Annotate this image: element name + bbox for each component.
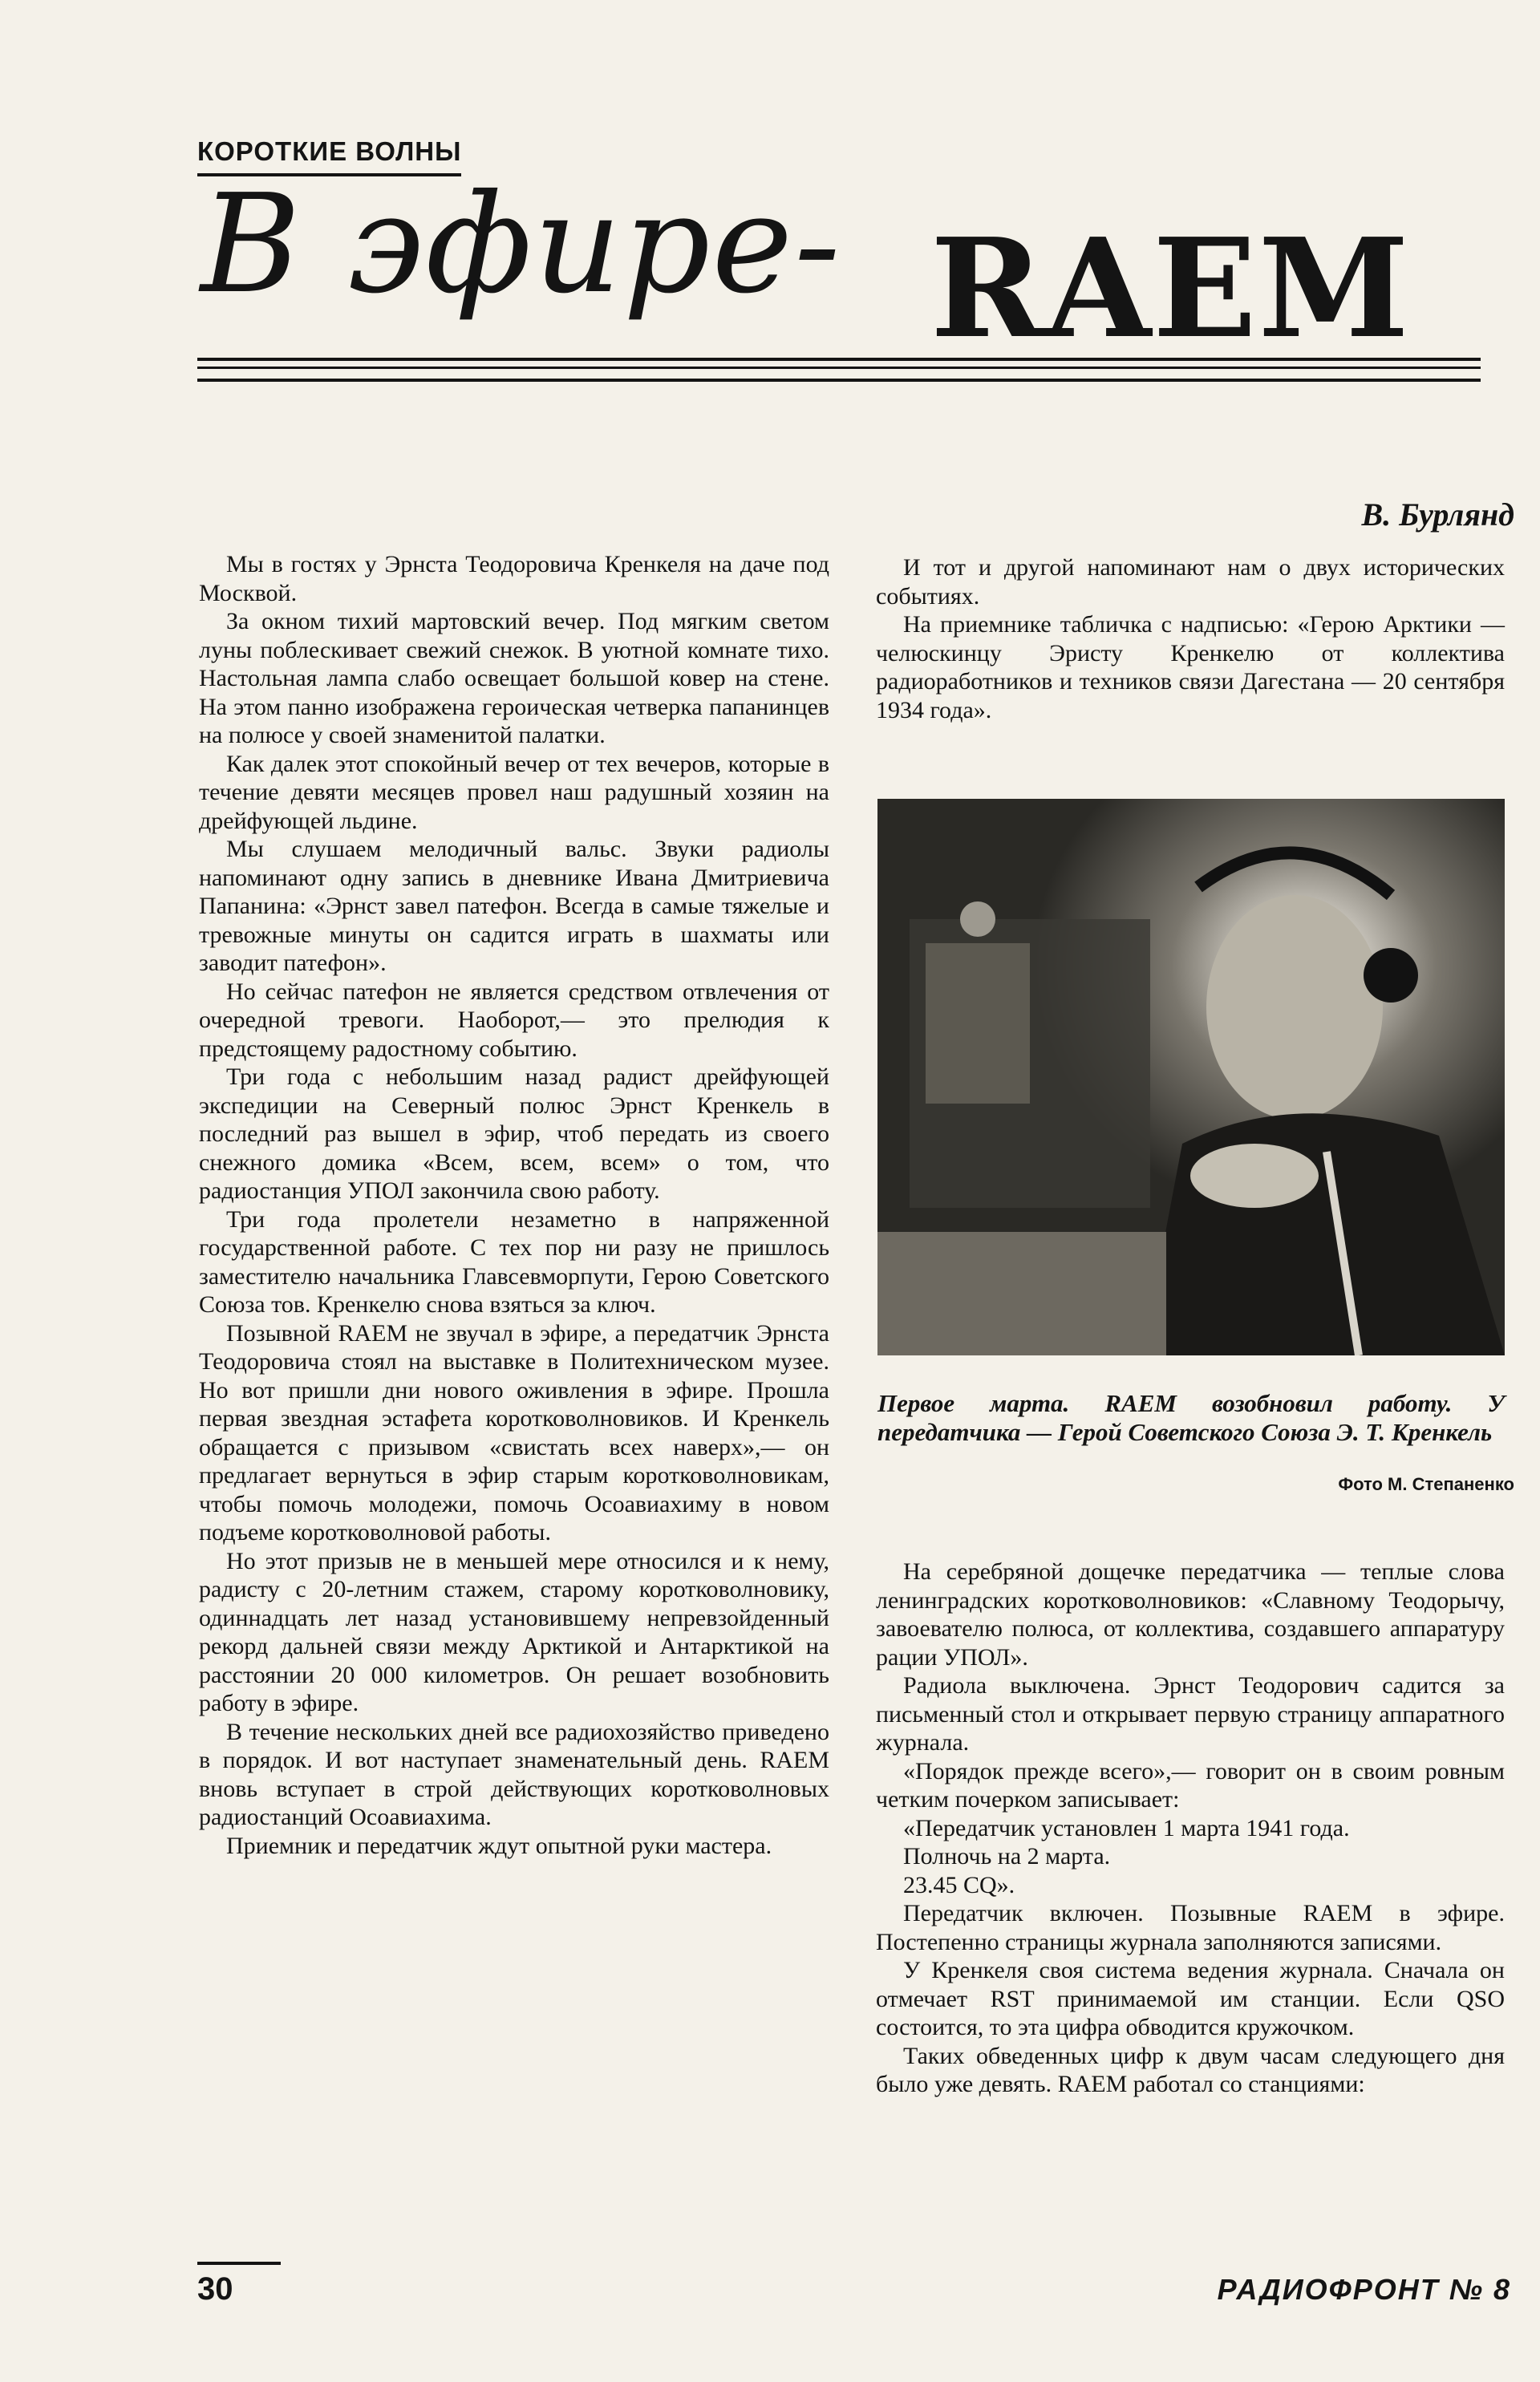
page-number: 30 bbox=[197, 2271, 233, 2307]
folio-rule bbox=[197, 2262, 281, 2265]
paragraph: Мы в гостях у Эрнста Теодоровича Кренкеля на даче под Москвой. bbox=[199, 551, 829, 606]
paragraph: И тот и другой напоминают нам о двух исторических событиях. bbox=[876, 554, 1505, 610]
paragraph: 23.45 CQ». bbox=[903, 1871, 1015, 1898]
paragraph: В течение нескольких дней все радиохозяйство приведено в порядок. И вот наступает знаменательный день. RAEM вновь вступает в строй действующих коротковолновых радиостанций Осоавиахима. bbox=[199, 1718, 829, 1830]
paragraph: За окном тихий мартовский вечер. Под мягким светом луны поблескивает свежий снежок. В уютной комнате тихо. Настольная лампа слабо освещает большой ковер на стене. На этом панно изображена героическая четверка папанинцев на полюсе у своей знаменитой палатки. bbox=[199, 608, 829, 748]
paragraph: Как далек этот спокойный вечер от тех вечеров, которые в течение девяти месяцев провел наш радушный хозяин на дрейфующей льдине. bbox=[199, 750, 829, 834]
magazine-footer: РАДИОФРОНТ № 8 bbox=[1217, 2273, 1511, 2306]
paragraph: На серебряной дощечке передатчика — теплые слова ленинградских коротковолновиков: «Славному Теодорычу, завоевателю полюса, от коллектива, создавшего аппаратуру рации УПОЛ». bbox=[876, 1558, 1505, 1671]
paragraph: «Порядок прежде всего»,— говорит он в своим ровным четким почерком записывает: bbox=[876, 1757, 1505, 1813]
photo-credit: Фото М. Степаненко bbox=[1338, 1474, 1514, 1494]
paragraph: Три года с небольшим назад радист дрейфующей экспедиции на Северный полюс Эрнст Кренкель в последний раз вышел в эфир, чтоб передать из своего снежного домика «Всем, всем, всем» о том, что радиостанция УПОЛ закончила свою работу. bbox=[199, 1063, 829, 1204]
article-column-right-bottom bbox=[876, 1558, 1505, 2099]
author-byline: В. Бурлянд bbox=[1361, 496, 1514, 533]
paragraph: Передатчик включен. Позывные RAEM в эфире. Постепенно страницы журнала заполняются записями. bbox=[876, 1900, 1505, 1955]
photo-illustration bbox=[877, 799, 1505, 1355]
article-column-left bbox=[199, 550, 829, 1860]
title-script: В эфире- bbox=[201, 165, 842, 324]
paragraph: У Кренкеля своя система ведения журнала. Сначала он отмечает RST принимаемой им станции. Если QSO состоится, то эта цифра обводится кружочком. bbox=[876, 1957, 1505, 2040]
paragraph: Приемник и передатчик ждут опытной руки мастера. bbox=[226, 1832, 772, 1859]
paragraph: «Передатчик установлен 1 марта 1941 года. bbox=[903, 1814, 1350, 1841]
paragraph: Таких обведенных цифр к двум часам следующего дня было уже девять. RAEM работал со станциями: bbox=[876, 2042, 1505, 2097]
paragraph: Но сейчас патефон не является средством отвлечения от очередной тревоги. Наоборот,— это прелюдия к предстоящему радостному событию. bbox=[199, 978, 829, 1062]
paragraph: Но этот призыв не в меньшей мере относился и к нему, радисту с 20-летним стажем, старому коротковолновику, одиннадцать лет назад установившему непревзойденный рекорд дальней связи между Арктикой и Антарктикой на расстоянии 20 000 километров. Он решает возобновить работу в эфире. bbox=[199, 1547, 829, 1716]
photo-krenkel-at-transmitter bbox=[877, 799, 1505, 1355]
photo-caption: Первое марта. RAEM возобновил работу. У передатчика — Герой Советского Союза Э. Т. Кренкель bbox=[877, 1389, 1505, 1446]
paragraph: Позывной RAEM не звучал в эфире, а передатчик Эрнста Теодоровича стоял на выставке в Политехническом музее. Но вот пришли дни нового оживления в эфире. Прошла первая звездная эстафета коротковолновиков. И Кренкель обращается с призывом «свистать всех наверх»,— он предлагает вернуться в эфир старым коротковолновикам, чтобы помочь молодежи, помочь Осоавиахиму в новом подъеме коротковолновой работы. bbox=[199, 1319, 829, 1545]
paragraph: Мы слушаем мелодичный вальс. Звуки радиолы напоминают одну запись в дневнике Ивана Дмитриевича Папанина: «Эрнст завел патефон. Всегда в самые тяжелые и тревожные минуты он садится играть в шахматы или заводит патефон». bbox=[199, 836, 829, 976]
paragraph: Три года пролетели незаметно в напряженной государственной работе. С тех пор ни разу не пришлось заместителю начальника Главсевморпути, Герою Советского Союза тов. Кренкелю снова взяться за ключ. bbox=[199, 1205, 829, 1318]
paragraph: На приемнике табличка с надписью: «Герою Арктики — челюскинцу Эристу Кренкелю от коллектива радиоработников и техников связи Дагестана — 20 сентября 1934 года». bbox=[876, 611, 1505, 723]
title-callsign: RAEM bbox=[930, 209, 1411, 369]
paragraph: Радиола выключена. Эрнст Теодорович садится за письменный стол и открывает первую страницу аппаратного журнала. bbox=[876, 1672, 1505, 1756]
title-underline bbox=[197, 358, 1481, 382]
paragraph: Полночь на 2 марта. bbox=[903, 1843, 1111, 1870]
section-heading: КОРОТКИЕ ВОЛНЫ bbox=[197, 136, 461, 176]
article-column-right-top bbox=[876, 553, 1505, 724]
